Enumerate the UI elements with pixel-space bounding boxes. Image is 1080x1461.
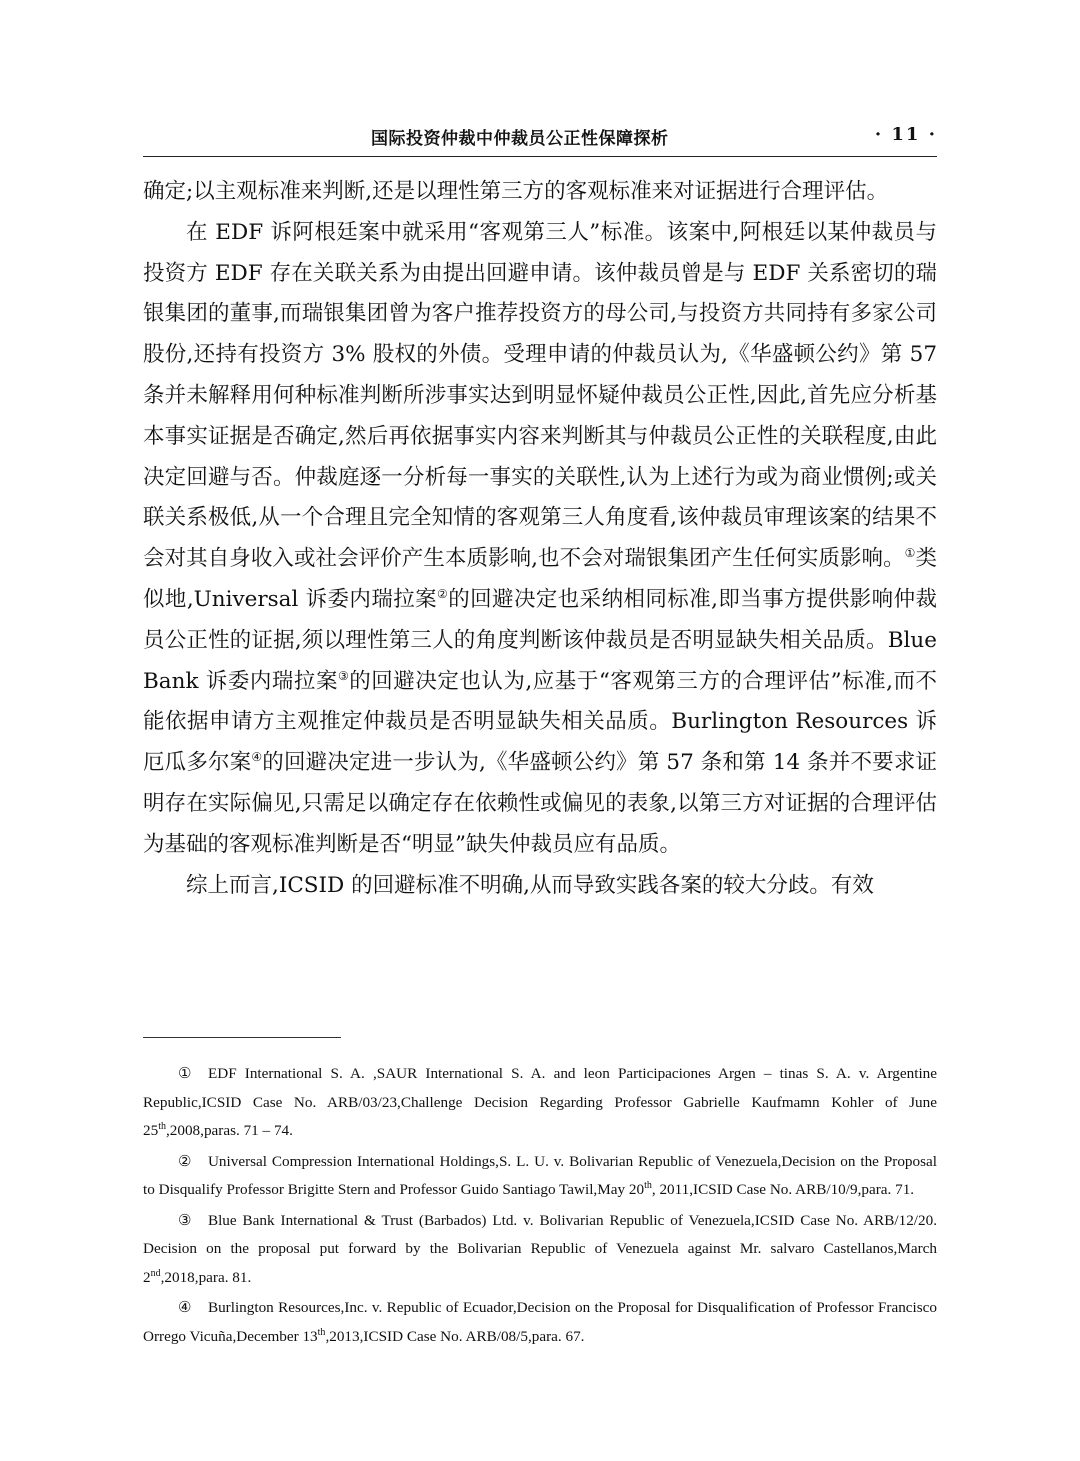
footnote-1 bbox=[143, 1060, 937, 1146]
footnote-separator bbox=[143, 1037, 341, 1038]
paragraph-text: 的回避决定也认为,应基于“客观第三方的合理评估”标准,而不能依据申请方主观推定仲裁员是否明显缺失相关品质。Burlington Resources 诉厄瓜多尔案 bbox=[143, 668, 938, 776]
footnote-text: ,2018,para. 81. bbox=[160, 1268, 252, 1286]
page-number: · 11 · bbox=[874, 124, 937, 145]
footnote-text: Universal Compression International Holdings,S. L. U. v. Bolivarian Republic of Venezuela,Decision on the Proposal to Disqualify Professor Brigitte Stern and Professor Guido Santiago Tawil,May 20 bbox=[143, 1152, 937, 1198]
footnote-3 bbox=[143, 1207, 937, 1293]
footnote-ref-3[interactable]: ③ bbox=[337, 668, 350, 683]
paragraph-continuation: 确定;以主观标准来判断,还是以理性第三方的客观标准来对证据进行合理评估。 bbox=[143, 179, 889, 204]
paragraph-text: 的回避决定也采纳相同标准,即当事方提供影响仲裁员公正性的证据,须以理性第三人的角度判断该仲裁员是否明显缺失相关品质。Blue Bank 诉委内瑞拉案 bbox=[143, 586, 937, 694]
footnote-number: ② bbox=[177, 1152, 192, 1170]
body-text bbox=[143, 172, 937, 906]
footnote-text: ,2008,paras. 71 – 74. bbox=[165, 1122, 293, 1139]
paragraph-text: 类似地,Universal 诉委内瑞拉案 bbox=[143, 546, 937, 612]
footnote-ref-1[interactable]: ① bbox=[904, 546, 916, 561]
footnote-2 bbox=[143, 1148, 937, 1205]
footnote-superscript: nd bbox=[150, 1267, 161, 1279]
footnotes bbox=[143, 1060, 937, 1353]
footnote-text: ,2013,ICSID Case No. ARB/08/5,para. 67. bbox=[325, 1327, 585, 1345]
footnote-text: Blue Bank International & Trust (Barbados) Ltd. v. Bolivarian Republic of Venezuela,ICSID Case No. ARB/12/20. Decision on the proposal put forward by the Bolivarian Republic of Venezuela against Mr. salvaro Castellanos,March 2 bbox=[143, 1211, 937, 1286]
footnote-4 bbox=[143, 1294, 937, 1351]
paragraph-text: 的回避决定进一步认为,《华盛顿公约》第 57 条和第 14 条并不要求证明存在实际偏见,只需足以确定存在依赖性或偏见的表象,以第三方对证据的合理评估为基础的客观标准判断是否“明显”缺失仲裁员应有品质。 bbox=[143, 750, 937, 857]
footnote-number: ③ bbox=[177, 1211, 192, 1229]
paragraph-text: 在 EDF 诉阿根廷案中就采用“客观第三人”标准。该案中,阿根廷以某仲裁员与投资方 EDF 存在关联关系为由提出回避申请。该仲裁员曾是与 EDF 关系密切的瑞银集团的董事,而瑞银集团曾为客户推荐投资方的母公司,与投资方共同持有多家公司股份,还持有投资方 3% 股权的外债。受理申请的仲裁员认为,《华盛顿公约》第 57 条并未解释用何种标准判断所涉事实达到明显怀疑仲裁员公正性,因此,首先应分析基本事实证据是否确定,然后再依据事实内容来判断其与仲裁员公正性的关联程度,由此决定回避与否。仲裁庭逐一分析每一事实的关联性,认为上述行为或为商业惯例;或关联关系极低,从一个合理且完全知情的客观第三人角度看,该仲裁员审理该案的结果不会对其自身收入或社会评价产生本质影响,也不会对瑞银集团产生任何实质影响。 bbox=[143, 219, 937, 572]
footnote-ref-2[interactable]: ② bbox=[437, 586, 449, 601]
paragraph-summary: 综上而言,ICSID 的回避标准不明确,从而导致实践各案的较大分歧。有效 bbox=[186, 872, 874, 898]
footnote-number: ① bbox=[177, 1065, 192, 1082]
footnote-superscript: th bbox=[317, 1326, 326, 1338]
footnote-superscript: th bbox=[158, 1120, 166, 1132]
paragraph-edf-case bbox=[143, 213, 937, 866]
footnote-text: Burlington Resources,Inc. v. Republic of Ecuador,Decision on the Proposal for Disqualification of Professor Francisco Orrego Vicuña,December 13 bbox=[143, 1299, 937, 1345]
footnote-ref-4[interactable]: ④ bbox=[251, 750, 263, 765]
running-title: 国际投资仲裁中仲裁员公正性保障探析 bbox=[371, 129, 669, 149]
footnote-text: , 2011,ICSID Case No. ARB/10/9,para. 71. bbox=[651, 1181, 915, 1198]
running-header bbox=[143, 118, 937, 157]
footnote-number: ④ bbox=[177, 1299, 192, 1316]
footnote-text: EDF International S. A. ,SAUR International S. A. and leon Participaciones Argen – tinas S. A. v. Argentine Republic,ICSID Case No. ARB/03/23,Challenge Decision Regarding Professor Gabrielle Kaufmamn Kohler of June 25 bbox=[143, 1065, 937, 1139]
footnote-superscript: th bbox=[644, 1179, 652, 1191]
